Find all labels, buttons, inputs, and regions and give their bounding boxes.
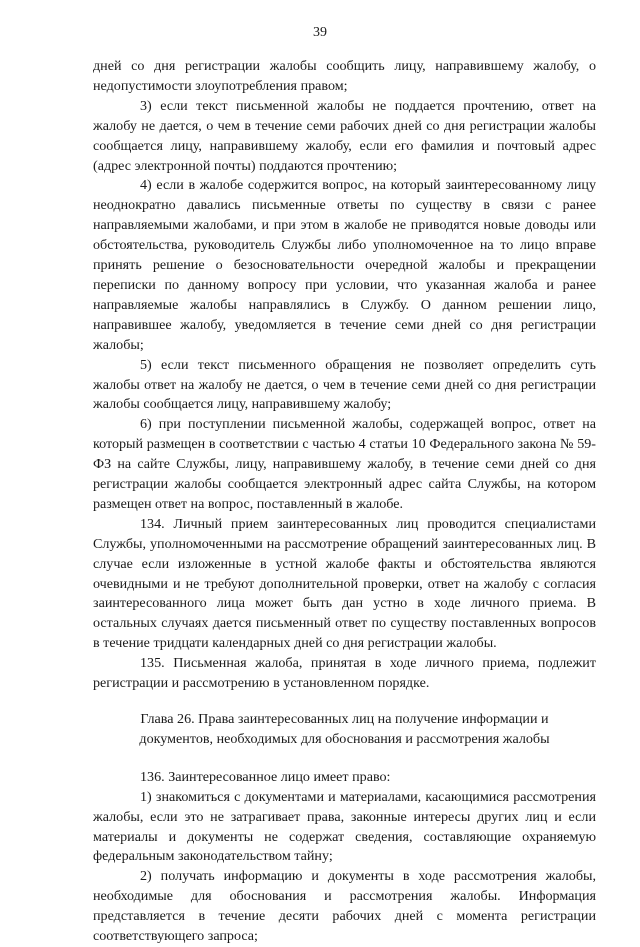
paragraph: 4) если в жалобе содержится вопрос, на который заинтересованному лицу неоднократно давались письменные ответы по существу в связи с ранее направляемыми жалобами, и при этом в жалобе не приводятся новые доводы или обстоятельства, руководитель Службы либо уполномоченное на то лицо вправе принять решение о безосновательности очередной жалобы и прекращении переписки по данному вопросу при условии, что указанная жалоба и ранее направляемые жалобы направлялись в Службу. О данном решении лицо, направившее жалобу, уведомляется в течение семи дней со дня регистрации жалобы; — [93, 177, 596, 353]
paragraph-group-bottom — [93, 768, 596, 947]
paragraph: 2) получать информацию и документы в ходе рассмотрения жалобы, необходимые для обоснования и рассмотрения жалобы. Информация представляется в течение десяти рабочих дней с момента регистрации соответствующего запроса; — [93, 868, 596, 945]
paragraph-group-top — [93, 57, 596, 694]
document-body — [93, 57, 596, 947]
paragraph: 6) при поступлении письменной жалобы, содержащей вопрос, ответ на который размещен в соответствии с частью 4 статьи 10 Федерального закона № 59-ФЗ на сайте Службы, лицу, направившему жалобу, в течение семи дней со дня регистрации жалобы сообщается электронный адрес сайта Службы, на котором размещен ответ на вопрос, поставленный в жалобе. — [93, 416, 596, 512]
paragraph: дней со дня регистрации жалобы сообщить лицу, направившему жалобу, о недопустимости злоупотребления правом; — [93, 58, 596, 94]
page-number: 39 — [313, 25, 327, 40]
chapter-heading — [93, 710, 596, 750]
paragraph: 135. Письменная жалоба, принятая в ходе личного приема, подлежит регистрации и рассмотрению в установленном порядке. — [93, 655, 596, 692]
paragraph: 1) знакомиться с документами и материалами, касающимися рассмотрения жалобы, если это не затрагивает права, законные интересы других лиц и если материалы и документы не содержат сведения, составляющие охраняемую федеральным законодательством тайну; — [93, 788, 596, 865]
paragraph: 5) если текст письменного обращения не позволяет определить суть жалобы ответ на жалобу не дается, о чем в течение семи дней со дня регистрации жалобы сообщается лицу, направившему жалобу; — [93, 356, 596, 413]
paragraph: 134. Личный прием заинтересованных лиц проводится специалистами Службы, уполномоченными на рассмотрение обращений заинтересованных лиц. В случае если изложенные в устной жалобе факты и обстоятельства являются очевидными и не требуют дополнительной проверки, ответ на жалобу с согласия заинтересованного лица может быть дан устно в ходе личного приема. В остальных случаях дается письменный ответ по существу поставленных вопросов в течение тридцати календарных дней со дня регистрации жалобы. — [93, 515, 596, 652]
chapter-heading-line-1: Глава 26. Права заинтересованных лиц на получение информации и — [140, 711, 549, 727]
chapter-heading-line-2: документов, необходимых для обоснования и рассмотрения жалобы — [139, 730, 550, 747]
paragraph: 3) если текст письменной жалобы не поддается прочтению, ответ на жалобу не дается, о чем в течение семи рабочих дней со дня регистрации жалобы сообщается лицу, направившему жалобу, если его фамилия и почтовый адрес (адрес электронной почты) поддаются прочтению; — [93, 97, 596, 174]
paragraph: 136. Заинтересованное лицо имеет право: — [140, 768, 391, 785]
